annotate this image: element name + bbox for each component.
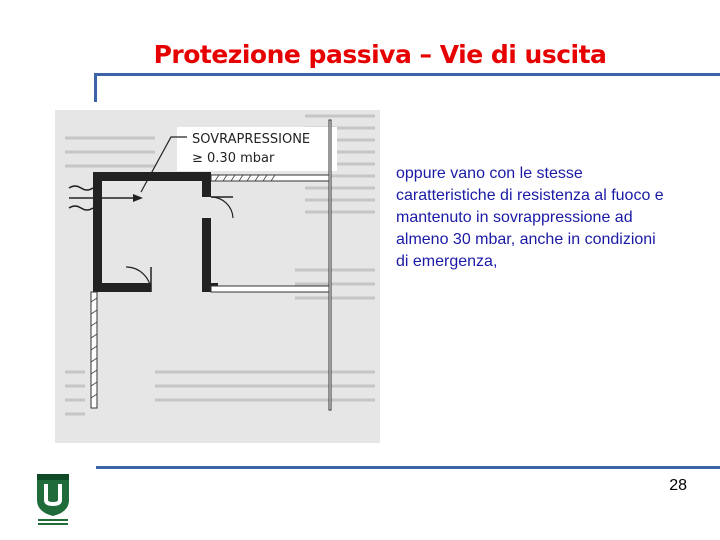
vestibule-walls — [93, 172, 218, 292]
bottom-rule — [96, 466, 720, 469]
university-shield-logo-icon — [32, 470, 74, 528]
slide-title: Protezione passiva – Vie di uscita — [153, 40, 607, 69]
pressurized-vestibule-drawing — [55, 110, 380, 443]
top-rule-tick — [94, 73, 97, 102]
slide-caption: oppure vano con le stesse caratteristiche di resistenza al fuoco e mantenuto in sovrappressione ad almeno 30 mbar, anche in condizioni di emergenza, — [396, 165, 664, 270]
page-number: 28 — [669, 477, 687, 494]
top-rule — [96, 73, 720, 76]
pressure-value: ≥ 0.30 mbar — [192, 151, 275, 166]
pressure-label: SOVRAPRESSIONE — [192, 132, 311, 147]
door-swing-right — [211, 197, 233, 218]
